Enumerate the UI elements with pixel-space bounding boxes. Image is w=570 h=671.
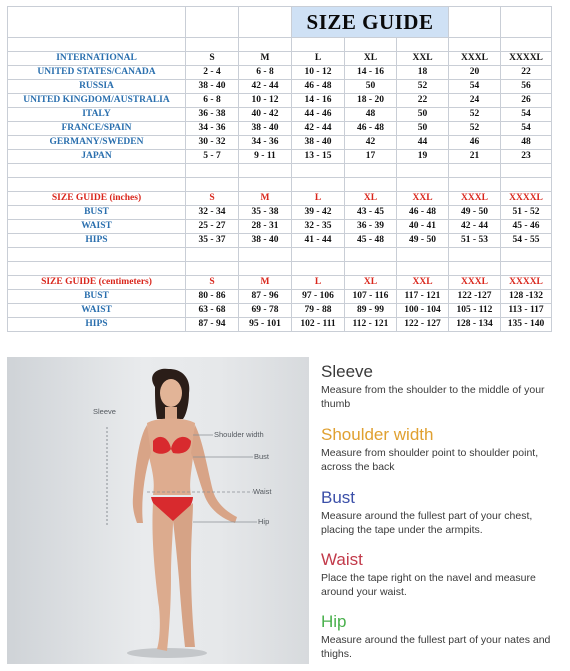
- empty-cell: [345, 178, 397, 192]
- size-value-cell: 95 - 101: [239, 318, 292, 332]
- empty-cell: [501, 164, 552, 178]
- row-label: WAIST: [8, 220, 186, 234]
- size-value-cell: 28 - 31: [239, 220, 292, 234]
- empty-cell: [449, 178, 501, 192]
- size-value-cell: 20: [449, 66, 501, 80]
- section-header-label: SIZE GUIDE (centimeters): [8, 276, 186, 290]
- photo-label-sleeve: Sleeve: [93, 407, 116, 416]
- size-value-cell: 102 - 111: [292, 318, 345, 332]
- size-value-cell: 19: [397, 150, 449, 164]
- guide-item-waist: [321, 550, 561, 599]
- size-header-cell: XXXXL: [501, 276, 552, 290]
- row-label: HIPS: [8, 234, 186, 248]
- size-header-cell: XXXL: [449, 52, 501, 66]
- guide-desc-hip: Measure around the fullest part of your nates and thighs.: [321, 634, 551, 660]
- table-row: [8, 150, 552, 164]
- size-value-cell: 25 - 27: [186, 220, 239, 234]
- empty-cell: [501, 248, 552, 262]
- size-value-cell: 87 - 94: [186, 318, 239, 332]
- empty-cell: [292, 178, 345, 192]
- row-label: FRANCE/SPAIN: [8, 122, 186, 136]
- size-value-cell: 51 - 53: [449, 234, 501, 248]
- model-photo: [7, 357, 309, 664]
- size-value-cell: 38 - 40: [292, 136, 345, 150]
- empty-cell: [397, 178, 449, 192]
- row-label: GERMANY/SWEDEN: [8, 136, 186, 150]
- size-value-cell: 22: [397, 94, 449, 108]
- empty-cell: [239, 164, 292, 178]
- table-row: [8, 136, 552, 150]
- size-header-cell: M: [239, 52, 292, 66]
- size-header-cell: XL: [345, 192, 397, 206]
- size-header-cell: S: [186, 192, 239, 206]
- empty-cell: [501, 38, 552, 52]
- size-header-cell: S: [186, 52, 239, 66]
- centimeters-header-row: [8, 276, 552, 290]
- guide-title-waist: Waist: [321, 550, 363, 569]
- empty-cell: [186, 7, 239, 38]
- size-value-cell: 43 - 45: [345, 206, 397, 220]
- size-value-cell: 42 - 44: [449, 220, 501, 234]
- size-value-cell: 50: [345, 80, 397, 94]
- model-figure-illustration: [7, 357, 309, 664]
- guide-desc-bust: Measure around the fullest part of your chest, placing the tape under the armpits.: [321, 510, 533, 536]
- size-header-cell: L: [292, 192, 345, 206]
- size-value-cell: 46: [449, 136, 501, 150]
- size-value-cell: 100 - 104: [397, 304, 449, 318]
- size-value-cell: 87 - 96: [239, 290, 292, 304]
- size-value-cell: 52: [449, 122, 501, 136]
- table-row: [8, 318, 552, 332]
- empty-cell: [186, 178, 239, 192]
- size-value-cell: 52: [397, 80, 449, 94]
- face: [160, 379, 182, 407]
- size-value-cell: 21: [449, 150, 501, 164]
- size-value-cell: 23: [501, 150, 552, 164]
- empty-cell: [239, 7, 292, 38]
- empty-cell: [501, 262, 552, 276]
- size-value-cell: 89 - 99: [345, 304, 397, 318]
- size-value-cell: 30 - 32: [186, 136, 239, 150]
- empty-cell: [8, 38, 186, 52]
- empty-cell: [292, 262, 345, 276]
- size-value-cell: 6 - 8: [186, 94, 239, 108]
- size-value-cell: 44: [397, 136, 449, 150]
- size-value-cell: 48: [501, 136, 552, 150]
- size-value-cell: 2 - 4: [186, 66, 239, 80]
- size-value-cell: 50: [397, 108, 449, 122]
- right-arm: [191, 425, 237, 523]
- size-header-cell: XXL: [397, 52, 449, 66]
- empty-cell: [397, 262, 449, 276]
- size-value-cell: 63 - 68: [186, 304, 239, 318]
- empty-cell: [186, 164, 239, 178]
- spacer-row: [8, 38, 552, 52]
- guide-item-bust: [321, 488, 561, 537]
- size-header-cell: M: [239, 276, 292, 290]
- guide-item-sleeve: [321, 362, 561, 411]
- size-value-cell: 38 - 40: [239, 122, 292, 136]
- size-value-cell: 107 - 116: [345, 290, 397, 304]
- size-value-cell: 18: [397, 66, 449, 80]
- guide-item-hip: [321, 612, 561, 661]
- size-value-cell: 49 - 50: [397, 234, 449, 248]
- size-value-cell: 46 - 48: [397, 206, 449, 220]
- size-value-cell: 105 - 112: [449, 304, 501, 318]
- size-value-cell: 45 - 46: [501, 220, 552, 234]
- inches-header-row: [8, 192, 552, 206]
- row-label: ITALY: [8, 108, 186, 122]
- empty-cell: [239, 248, 292, 262]
- photo-label-waist: Waist: [253, 487, 272, 496]
- guide-title-sleeve: Sleeve: [321, 362, 373, 381]
- size-value-cell: 113 - 117: [501, 304, 552, 318]
- size-value-cell: 5 - 7: [186, 150, 239, 164]
- size-value-cell: 122 -127: [449, 290, 501, 304]
- size-value-cell: 54: [501, 122, 552, 136]
- size-value-cell: 122 - 127: [397, 318, 449, 332]
- size-header-cell: M: [239, 192, 292, 206]
- row-label: BUST: [8, 206, 186, 220]
- empty-cell: [239, 38, 292, 52]
- size-header-cell: L: [292, 276, 345, 290]
- empty-cell: [449, 38, 501, 52]
- size-value-cell: 48: [345, 108, 397, 122]
- size-value-cell: 35 - 38: [239, 206, 292, 220]
- size-header-cell: XXXL: [449, 192, 501, 206]
- size-value-cell: 52: [449, 108, 501, 122]
- empty-cell: [345, 262, 397, 276]
- table-row: [8, 234, 552, 248]
- size-value-cell: 97 - 106: [292, 290, 345, 304]
- size-value-cell: 6 - 8: [239, 66, 292, 80]
- empty-cell: [292, 38, 345, 52]
- size-value-cell: 54: [449, 80, 501, 94]
- spacer-row: [8, 164, 552, 178]
- size-value-cell: 44 - 46: [292, 108, 345, 122]
- size-value-cell: 54 - 55: [501, 234, 552, 248]
- empty-cell: [449, 164, 501, 178]
- size-value-cell: 128 -132: [501, 290, 552, 304]
- size-value-cell: 35 - 37: [186, 234, 239, 248]
- empty-cell: [501, 7, 552, 38]
- table-row: [8, 206, 552, 220]
- empty-cell: [8, 248, 186, 262]
- size-header-cell: S: [186, 276, 239, 290]
- size-guide-table: [7, 6, 552, 332]
- size-value-cell: 41 - 44: [292, 234, 345, 248]
- empty-cell: [501, 178, 552, 192]
- size-guide-title: SIZE GUIDE: [292, 7, 449, 38]
- guide-item-shoulder-width: [321, 425, 561, 474]
- size-header-cell: XXL: [397, 192, 449, 206]
- empty-cell: [8, 7, 186, 38]
- size-value-cell: 26: [501, 94, 552, 108]
- empty-cell: [449, 262, 501, 276]
- empty-cell: [8, 178, 186, 192]
- empty-cell: [292, 164, 345, 178]
- empty-cell: [345, 38, 397, 52]
- size-header-cell: XL: [345, 276, 397, 290]
- photo-label-bust: Bust: [254, 452, 270, 461]
- size-header-cell: L: [292, 52, 345, 66]
- torso: [147, 419, 195, 496]
- size-value-cell: 45 - 48: [345, 234, 397, 248]
- empty-cell: [186, 248, 239, 262]
- title-row: [8, 7, 552, 38]
- size-value-cell: 69 - 78: [239, 304, 292, 318]
- size-value-cell: 36 - 38: [186, 108, 239, 122]
- size-value-cell: 42 - 44: [239, 80, 292, 94]
- table-row: [8, 290, 552, 304]
- empty-cell: [345, 248, 397, 262]
- empty-cell: [239, 178, 292, 192]
- size-value-cell: 24: [449, 94, 501, 108]
- size-value-cell: 36 - 39: [345, 220, 397, 234]
- size-value-cell: 40 - 41: [397, 220, 449, 234]
- size-guide-body: [8, 7, 552, 332]
- size-value-cell: 135 - 140: [501, 318, 552, 332]
- size-value-cell: 112 - 121: [345, 318, 397, 332]
- size-value-cell: 39 - 42: [292, 206, 345, 220]
- row-label: BUST: [8, 290, 186, 304]
- table-row: [8, 122, 552, 136]
- guide-title-hip: Hip: [321, 612, 347, 631]
- size-value-cell: 9 - 11: [239, 150, 292, 164]
- left-leg: [152, 503, 173, 651]
- row-label: UNITED KINGDOM/AUSTRALIA: [8, 94, 186, 108]
- size-value-cell: 17: [345, 150, 397, 164]
- row-label: JAPAN: [8, 150, 186, 164]
- size-value-cell: 42 - 44: [292, 122, 345, 136]
- left-arm: [133, 425, 151, 523]
- size-value-cell: 46 - 48: [345, 122, 397, 136]
- size-value-cell: 117 - 121: [397, 290, 449, 304]
- table-row: [8, 66, 552, 80]
- spacer-row: [8, 248, 552, 262]
- size-header-cell: XL: [345, 52, 397, 66]
- empty-cell: [186, 262, 239, 276]
- size-value-cell: 10 - 12: [239, 94, 292, 108]
- size-header-cell: XXXXL: [501, 52, 552, 66]
- empty-cell: [397, 248, 449, 262]
- size-value-cell: 32 - 34: [186, 206, 239, 220]
- size-value-cell: 13 - 15: [292, 150, 345, 164]
- empty-cell: [292, 248, 345, 262]
- size-value-cell: 80 - 86: [186, 290, 239, 304]
- row-label: RUSSIA: [8, 80, 186, 94]
- size-value-cell: 38 - 40: [186, 80, 239, 94]
- size-value-cell: 14 - 16: [345, 66, 397, 80]
- size-value-cell: 128 - 134: [449, 318, 501, 332]
- table-row: [8, 220, 552, 234]
- size-value-cell: 79 - 88: [292, 304, 345, 318]
- size-value-cell: 51 - 52: [501, 206, 552, 220]
- spacer-row: [8, 178, 552, 192]
- guide-desc-sleeve: Measure from the shoulder to the middle of your thumb: [321, 384, 545, 410]
- empty-cell: [186, 38, 239, 52]
- size-value-cell: 50: [397, 122, 449, 136]
- empty-cell: [8, 262, 186, 276]
- section-header-label: SIZE GUIDE (inches): [8, 192, 186, 206]
- empty-cell: [449, 248, 501, 262]
- size-value-cell: 56: [501, 80, 552, 94]
- empty-cell: [345, 164, 397, 178]
- size-value-cell: 54: [501, 108, 552, 122]
- empty-cell: [449, 7, 501, 38]
- empty-cell: [8, 164, 186, 178]
- size-value-cell: 22: [501, 66, 552, 80]
- table-row: [8, 108, 552, 122]
- size-value-cell: 14 - 16: [292, 94, 345, 108]
- table-row: [8, 80, 552, 94]
- size-value-cell: 10 - 12: [292, 66, 345, 80]
- size-value-cell: 49 - 50: [449, 206, 501, 220]
- empty-cell: [397, 164, 449, 178]
- table-row: [8, 94, 552, 108]
- size-value-cell: 42: [345, 136, 397, 150]
- photo-label-hip: Hip: [258, 517, 270, 526]
- international-header-row: [8, 52, 552, 66]
- row-label: WAIST: [8, 304, 186, 318]
- size-header-cell: XXXL: [449, 276, 501, 290]
- table-row: [8, 304, 552, 318]
- size-value-cell: 40 - 42: [239, 108, 292, 122]
- size-value-cell: 46 - 48: [292, 80, 345, 94]
- size-value-cell: 18 - 20: [345, 94, 397, 108]
- size-header-cell: XXXXL: [501, 192, 552, 206]
- size-value-cell: 32 - 35: [292, 220, 345, 234]
- guide-desc-waist: Place the tape right on the navel and measure around your waist.: [321, 572, 536, 598]
- size-value-cell: 34 - 36: [186, 122, 239, 136]
- size-value-cell: 34 - 36: [239, 136, 292, 150]
- guide-title-shoulder-width: Shoulder width: [321, 425, 434, 444]
- photo-label-shoulder-width: Shoulder width: [214, 430, 264, 439]
- spacer-row: [8, 262, 552, 276]
- row-label: UNITED STATES/CANADA: [8, 66, 186, 80]
- row-label: HIPS: [8, 318, 186, 332]
- empty-cell: [239, 262, 292, 276]
- section-header-label: INTERNATIONAL: [8, 52, 186, 66]
- size-value-cell: 38 - 40: [239, 234, 292, 248]
- size-header-cell: XXL: [397, 276, 449, 290]
- empty-cell: [397, 38, 449, 52]
- right-leg: [173, 503, 195, 647]
- guide-desc-shoulder-width: Measure from shoulder point to shoulder point, across the back: [321, 447, 539, 473]
- guide-title-bust: Bust: [321, 488, 356, 507]
